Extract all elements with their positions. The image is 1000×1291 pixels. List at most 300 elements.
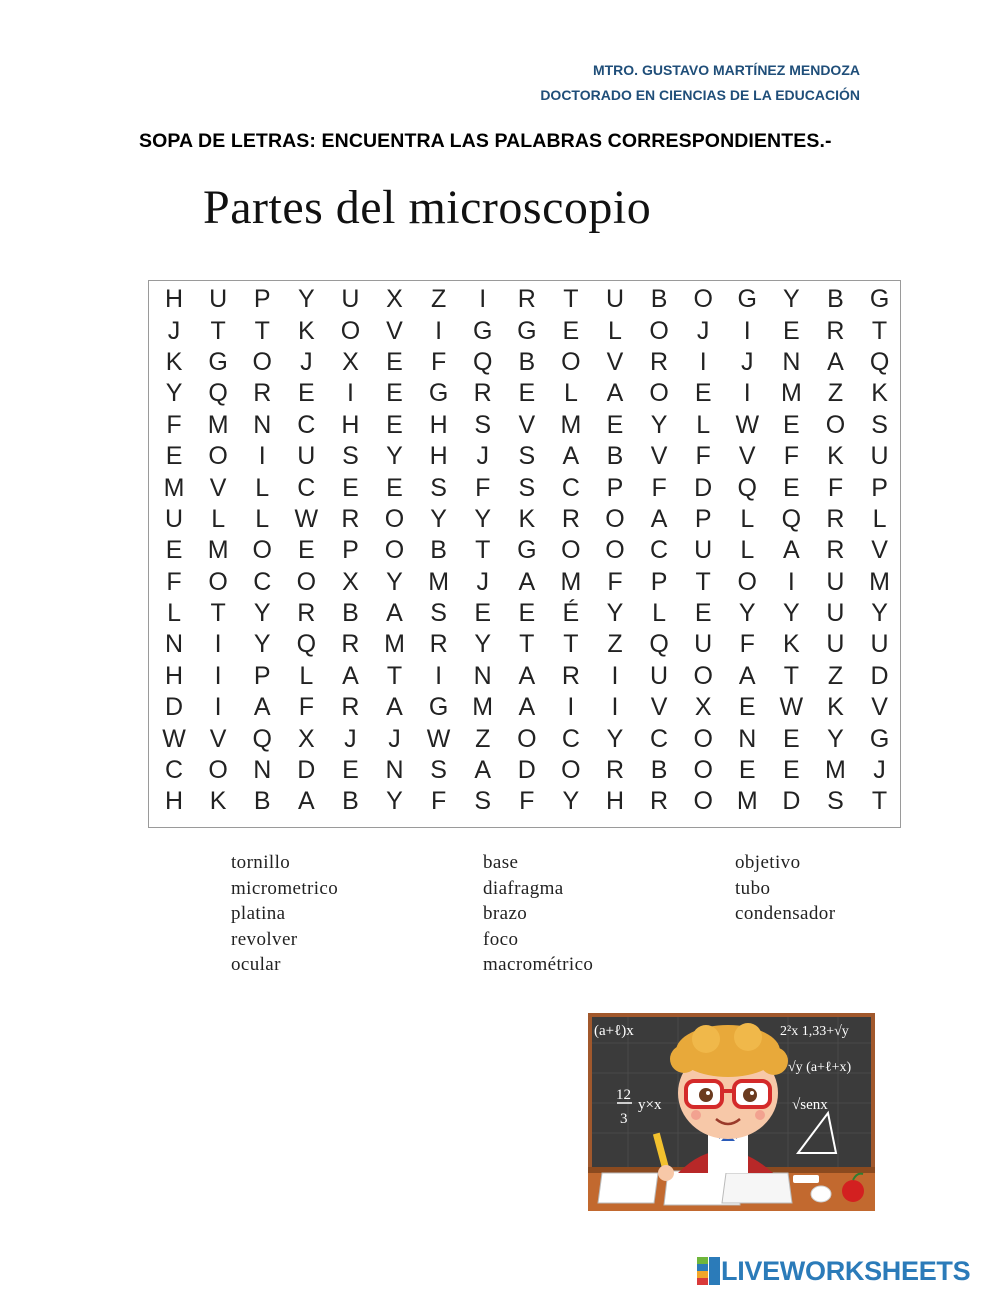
grid-letter[interactable]: Y (386, 442, 403, 471)
grid-letter[interactable]: T (695, 567, 711, 596)
grid-letter[interactable]: L (299, 661, 314, 690)
grid-letter[interactable]: E (342, 756, 359, 785)
grid-letter[interactable]: D (694, 473, 713, 502)
grid-letter[interactable]: Y (738, 599, 756, 628)
grid-letter[interactable]: C (297, 410, 316, 439)
grid-letter[interactable]: G (472, 316, 493, 345)
grid-letter[interactable]: K (871, 379, 888, 408)
grid-letter[interactable]: Y (430, 504, 447, 533)
grid-letter[interactable]: A (297, 787, 315, 816)
grid-letter[interactable]: O (517, 724, 537, 753)
grid-letter[interactable]: A (827, 347, 844, 376)
grid-letter[interactable]: T (563, 285, 579, 314)
grid-letter[interactable]: O (296, 567, 317, 596)
word-list-item: diafragma (483, 877, 564, 899)
grid-letter[interactable]: V (606, 347, 624, 376)
grid-letter[interactable]: G (517, 316, 537, 345)
grid-letter[interactable]: T (871, 316, 888, 345)
grid-letter[interactable]: B (253, 787, 271, 816)
grid-letter[interactable]: W (294, 504, 319, 533)
grid-letter[interactable]: E (165, 536, 183, 565)
grid-letter[interactable]: R (473, 379, 492, 408)
grid-letter[interactable]: N (385, 756, 404, 785)
grid-letter[interactable]: M (560, 410, 582, 439)
grid-letter[interactable]: F (607, 567, 623, 596)
grid-letter[interactable]: K (783, 630, 800, 659)
grid-letter[interactable]: U (826, 630, 845, 659)
grid-letter[interactable]: L (696, 410, 711, 439)
grid-letter[interactable]: S (474, 410, 492, 439)
grid-letter[interactable]: A (474, 756, 492, 785)
grid-letter[interactable]: Z (827, 379, 844, 408)
word-list-item: condensador (735, 903, 836, 925)
grid-letter[interactable]: E (738, 693, 756, 722)
grid-letter[interactable]: T (210, 316, 226, 345)
grid-letter[interactable]: U (650, 661, 669, 690)
grid-letter[interactable]: F (430, 787, 447, 816)
grid-letter[interactable]: H (605, 787, 625, 816)
grid-letter[interactable]: I (787, 567, 795, 596)
grid-letter[interactable]: O (384, 504, 405, 533)
grid-letter[interactable]: U (209, 285, 228, 314)
grid-letter[interactable]: S (430, 473, 447, 502)
grid-letter[interactable]: O (384, 536, 405, 565)
grid-letter[interactable]: I (214, 693, 222, 722)
grid-letter[interactable]: Q (869, 347, 890, 376)
grid-letter[interactable]: O (561, 756, 581, 785)
grid-letter[interactable]: U (826, 567, 845, 596)
grid-letter[interactable]: M (560, 567, 582, 596)
grid-letter[interactable]: U (165, 504, 184, 533)
grid-letter[interactable]: A (783, 536, 800, 565)
grid-letter[interactable]: R (650, 787, 669, 816)
grid-letter[interactable]: F (166, 410, 182, 439)
grid-letter[interactable]: L (608, 316, 622, 345)
grid-letter[interactable]: M (869, 567, 890, 596)
grid-letter[interactable]: E (738, 756, 756, 785)
grid-letter[interactable]: R (561, 504, 580, 533)
grid-letter[interactable]: R (561, 661, 580, 690)
grid-letter[interactable]: U (870, 630, 889, 659)
grid-letter[interactable]: U (605, 285, 625, 314)
grid-letter[interactable]: P (871, 473, 888, 502)
grid-letter[interactable]: S (518, 473, 536, 502)
grid-letter[interactable]: E (783, 410, 800, 439)
grid-letter[interactable]: H (165, 285, 184, 314)
grid-letter[interactable]: X (342, 347, 359, 376)
grid-letter[interactable]: P (650, 567, 668, 596)
grid-letter[interactable]: E (562, 316, 580, 345)
grid-letter[interactable]: H (165, 787, 184, 816)
word-list-item: brazo (483, 903, 528, 925)
grid-letter[interactable]: Q (296, 630, 317, 659)
author-block (540, 58, 860, 108)
word-list-item: macrométrico (483, 954, 594, 976)
grid-letter[interactable]: C (165, 756, 184, 785)
grid-letter[interactable]: J (300, 347, 313, 376)
grid-letter[interactable]: E (386, 347, 403, 376)
grid-letter[interactable]: R (341, 504, 360, 533)
grid-letter[interactable]: O (252, 536, 272, 565)
grid-letter[interactable]: J (476, 567, 489, 596)
grid-letter[interactable]: A (386, 693, 403, 722)
grid-letter[interactable]: Q (737, 473, 757, 502)
grid-letter[interactable]: F (166, 567, 182, 596)
grid-letter[interactable]: G (869, 724, 890, 753)
grid-letter[interactable]: G (428, 379, 449, 408)
grid-letter[interactable]: Y (253, 630, 271, 659)
grid-letter[interactable]: W (779, 693, 804, 722)
grid-letter[interactable]: Y (606, 599, 624, 628)
grid-letter[interactable]: O (208, 567, 228, 596)
grid-letter[interactable]: B (518, 347, 536, 376)
grid-letter[interactable]: T (386, 661, 403, 690)
grid-letter[interactable]: O (649, 379, 669, 408)
grid-letter[interactable]: T (563, 630, 579, 659)
grid-letter[interactable]: H (165, 661, 184, 690)
grid-letter[interactable]: O (693, 756, 713, 785)
grid-letter[interactable]: V (738, 442, 756, 471)
grid-letter[interactable]: I (214, 661, 222, 690)
grid-letter[interactable]: E (297, 379, 315, 408)
grid-letter[interactable]: S (871, 410, 888, 439)
grid-letter[interactable]: G (737, 285, 757, 314)
grid-letter[interactable]: Y (783, 285, 800, 314)
grid-letter[interactable]: A (518, 693, 536, 722)
grid-letter[interactable]: E (694, 379, 712, 408)
grid-letter[interactable]: E (783, 316, 800, 345)
grid-letter[interactable]: É (562, 599, 580, 628)
grid-letter[interactable]: Y (386, 567, 403, 596)
grid-letter[interactable]: Y (253, 599, 271, 628)
grid-letter[interactable]: M (207, 536, 229, 565)
grid-letter[interactable]: G (517, 536, 537, 565)
grid-letter[interactable]: M (472, 693, 494, 722)
grid-letter[interactable]: U (870, 442, 889, 471)
grid-letter[interactable]: U (297, 442, 316, 471)
grid-letter[interactable]: P (253, 661, 271, 690)
grid-letter[interactable]: I (435, 316, 443, 345)
grid-letter[interactable]: Z (607, 630, 623, 659)
grid-letter[interactable]: C (650, 724, 669, 753)
grid-letter[interactable]: Q (208, 379, 228, 408)
grid-letter[interactable]: E (386, 473, 403, 502)
grid-letter[interactable]: B (650, 285, 668, 314)
grid-letter[interactable]: E (474, 599, 492, 628)
grid-letter[interactable]: C (561, 724, 580, 753)
grid-letter[interactable]: O (561, 536, 581, 565)
grid-letter[interactable]: D (165, 693, 184, 722)
grid-letter[interactable]: O (605, 504, 625, 533)
grid-letter[interactable]: J (873, 756, 886, 785)
grid-letter[interactable]: K (165, 347, 183, 376)
grid-letter[interactable]: H (429, 442, 448, 471)
word-list-column-2 (483, 850, 593, 978)
grid-letter[interactable]: Y (871, 599, 888, 628)
grid-letter[interactable]: T (475, 536, 491, 565)
grid-letter[interactable]: I (346, 379, 354, 408)
grid-letter[interactable]: V (209, 724, 227, 753)
grid-letter[interactable]: F (827, 473, 844, 502)
grid-letter[interactable]: N (165, 630, 184, 659)
grid-letter[interactable]: M (736, 787, 758, 816)
grid-letter[interactable]: Z (827, 661, 844, 690)
grid-letter[interactable]: V (871, 693, 888, 722)
grid-letter[interactable]: R (517, 285, 536, 314)
grid-letter[interactable]: T (210, 599, 226, 628)
grid-letter[interactable]: E (518, 379, 536, 408)
grid-letter[interactable]: E (783, 473, 800, 502)
grid-letter[interactable]: A (518, 567, 536, 596)
grid-letter[interactable]: R (826, 316, 845, 345)
grid-letter[interactable]: I (479, 285, 487, 314)
grid-letter[interactable]: G (869, 285, 890, 314)
grid-letter[interactable]: F (519, 787, 535, 816)
grid-letter[interactable]: M (428, 567, 450, 596)
grid-letter[interactable]: Z (475, 724, 491, 753)
grid-letter[interactable]: I (743, 379, 751, 408)
grid-letter[interactable]: Y (165, 379, 183, 408)
grid-letter[interactable]: Y (386, 787, 403, 816)
grid-letter[interactable]: Q (781, 504, 802, 533)
grid-letter[interactable]: E (165, 442, 183, 471)
grid-letter[interactable]: T (519, 630, 535, 659)
grid-letter[interactable]: E (606, 410, 624, 439)
grid-letter[interactable]: K (827, 442, 844, 471)
grid-letter[interactable]: K (209, 787, 227, 816)
grid-letter[interactable]: R (429, 630, 448, 659)
grid-letter[interactable]: F (430, 347, 447, 376)
grid-letter[interactable]: O (340, 316, 361, 345)
grid-letter[interactable]: O (561, 347, 581, 376)
grid-letter[interactable]: N (782, 347, 801, 376)
grid-letter[interactable]: V (871, 536, 888, 565)
grid-letter[interactable]: L (211, 504, 226, 533)
liveworksheets-logo (697, 1256, 970, 1286)
grid-letter[interactable]: A (342, 661, 359, 690)
grid-letter[interactable]: J (167, 316, 181, 345)
grid-letter[interactable]: O (649, 316, 669, 345)
grid-letter[interactable]: Q (649, 630, 669, 659)
grid-letter[interactable]: Y (562, 787, 580, 816)
grid-letter[interactable]: E (518, 599, 536, 628)
page-title: Partes del microscopio (203, 181, 652, 234)
instructions: SOPA DE LETRAS: ENCUENTRA LAS PALABRAS CORRESPONDIENTES.- (139, 130, 832, 152)
grid-letter[interactable]: W (735, 410, 760, 439)
grid-letter[interactable]: X (694, 693, 712, 722)
grid-letter[interactable]: P (253, 285, 271, 314)
grid-letter[interactable]: W (162, 724, 186, 753)
grid-letter[interactable]: A (386, 599, 403, 628)
grid-letter[interactable]: I (214, 630, 222, 659)
grid-letter[interactable]: C (297, 473, 316, 502)
grid-letter[interactable]: A (650, 504, 668, 533)
grid-letter[interactable]: X (386, 285, 403, 314)
grid-letter[interactable]: A (562, 442, 580, 471)
grid-letter[interactable]: B (342, 787, 359, 816)
grid-letter[interactable]: Q (472, 347, 493, 376)
grid-letter[interactable]: B (430, 536, 447, 565)
grid-letter[interactable]: E (694, 599, 712, 628)
grid-letter[interactable]: L (740, 504, 755, 533)
grid-letter[interactable]: I (258, 442, 266, 471)
grid-letter[interactable]: W (426, 724, 451, 753)
grid-letter[interactable]: B (650, 756, 668, 785)
grid-letter[interactable]: U (694, 630, 713, 659)
grid-letter[interactable]: O (693, 661, 713, 690)
word-list-item: ocular (231, 954, 281, 976)
grid-letter[interactable]: E (783, 724, 800, 753)
grid-letter[interactable]: V (650, 442, 668, 471)
grid-letter[interactable]: X (297, 724, 315, 753)
grid-letter[interactable]: R (650, 347, 669, 376)
grid-letter[interactable]: D (517, 756, 536, 785)
grid-letter[interactable]: C (253, 567, 272, 596)
grid-letter[interactable]: K (297, 316, 315, 345)
grid-letter[interactable]: E (386, 379, 403, 408)
grid-letter[interactable]: H (429, 410, 448, 439)
grid-letter[interactable]: Y (297, 285, 315, 314)
grid-letter[interactable]: S (474, 787, 492, 816)
grid-letter[interactable]: L (167, 599, 181, 628)
grid-letter[interactable]: J (741, 347, 754, 376)
grid-letter[interactable]: N (253, 410, 272, 439)
grid-letter[interactable]: L (255, 473, 270, 502)
grid-letter[interactable]: F (739, 630, 755, 659)
grid-letter[interactable]: F (651, 473, 667, 502)
grid-letter[interactable]: F (783, 442, 799, 471)
grid-letter[interactable]: R (605, 756, 625, 785)
grid-letter[interactable]: R (826, 504, 845, 533)
grid-letter[interactable]: B (827, 285, 844, 314)
grid-letter[interactable]: O (605, 536, 625, 565)
grid-letter[interactable]: Y (827, 724, 844, 753)
grid-letter[interactable]: L (255, 504, 270, 533)
grid-letter[interactable]: V (518, 410, 536, 439)
grid-letter[interactable]: U (826, 599, 845, 628)
grid-letter[interactable]: Y (650, 410, 668, 439)
grid-letter[interactable]: M (207, 410, 229, 439)
grid-letter[interactable]: R (297, 599, 316, 628)
grid-letter[interactable]: Q (252, 724, 272, 753)
grid-letter[interactable]: O (252, 347, 272, 376)
grid-letter[interactable]: C (650, 536, 669, 565)
grid-letter[interactable]: K (518, 504, 536, 533)
grid-letter[interactable]: L (563, 379, 578, 408)
grid-letter[interactable]: J (344, 724, 357, 753)
grid-letter[interactable]: O (693, 724, 713, 753)
grid-letter[interactable]: A (253, 693, 271, 722)
grid-letter[interactable]: O (825, 410, 846, 439)
grid-letter[interactable]: O (693, 285, 713, 314)
grid-letter[interactable]: K (827, 693, 844, 722)
grid-letter[interactable]: V (650, 693, 668, 722)
grid-letter[interactable]: D (870, 661, 889, 690)
grid-letter[interactable]: O (208, 442, 228, 471)
grid-letter[interactable]: I (611, 661, 619, 690)
grid-letter[interactable]: S (430, 599, 447, 628)
grid-letter[interactable]: P (342, 536, 359, 565)
grid-letter[interactable]: L (872, 504, 887, 533)
grid-letter[interactable]: L (740, 536, 755, 565)
grid-letter[interactable]: M (825, 756, 846, 785)
board-text-5: 3 (620, 1111, 628, 1127)
grid-letter[interactable]: I (743, 316, 751, 345)
grid-letter[interactable]: O (737, 567, 757, 596)
grid-letter[interactable]: Y (783, 599, 800, 628)
grid-letter[interactable]: E (386, 410, 403, 439)
grid-letter[interactable]: R (341, 630, 360, 659)
grid-letter[interactable]: M (163, 473, 185, 502)
grid-letter[interactable]: I (435, 661, 443, 690)
grid-letter[interactable]: U (341, 285, 360, 314)
grid-letter[interactable]: T (871, 787, 888, 816)
grid-letter[interactable]: M (384, 630, 405, 659)
grid-letter[interactable]: N (738, 724, 757, 753)
grid-letter[interactable]: M (780, 379, 802, 408)
grid-letter[interactable]: F (298, 693, 314, 722)
grid-letter[interactable]: T (254, 316, 270, 345)
grid-letter[interactable]: G (208, 347, 228, 376)
grid-letter[interactable]: S (342, 442, 359, 471)
grid-letter[interactable]: S (430, 756, 447, 785)
grid-letter[interactable]: J (476, 442, 489, 471)
grid-letter[interactable]: S (518, 442, 536, 471)
grid-letter[interactable]: F (695, 442, 711, 471)
grid-letter[interactable]: E (783, 756, 800, 785)
grid-letter[interactable]: R (253, 379, 272, 408)
grid-letter[interactable]: N (473, 661, 492, 690)
grid-letter[interactable]: Y (474, 504, 492, 533)
grid-letter[interactable]: B (606, 442, 624, 471)
grid-letter[interactable]: I (567, 693, 575, 722)
grid-letter[interactable]: D (782, 787, 801, 816)
grid-letter[interactable]: R (341, 693, 360, 722)
grid-letter[interactable]: H (341, 410, 360, 439)
grid-letter[interactable]: S (827, 787, 844, 816)
grid-letter[interactable]: R (826, 536, 845, 565)
grid-letter[interactable]: N (253, 756, 272, 785)
grid-letter[interactable]: O (208, 756, 228, 785)
grid-letter[interactable]: Y (606, 724, 624, 753)
grid-letter[interactable]: I (699, 347, 707, 376)
grid-letter[interactable]: A (738, 661, 756, 690)
grid-letter[interactable]: C (561, 473, 580, 502)
grid-letter[interactable]: P (606, 473, 624, 502)
grid-letter[interactable]: X (342, 567, 359, 596)
grid-letter[interactable]: P (694, 504, 712, 533)
grid-letter[interactable]: J (388, 724, 401, 753)
grid-letter[interactable]: V (386, 316, 403, 345)
grid-letter[interactable]: U (694, 536, 713, 565)
grid-letter[interactable]: J (696, 316, 710, 345)
grid-letter[interactable]: L (652, 599, 667, 628)
grid-letter[interactable]: F (475, 473, 491, 502)
grid-letter[interactable]: O (693, 787, 713, 816)
grid-letter[interactable]: Z (430, 285, 447, 314)
grid-letter[interactable]: G (428, 693, 449, 722)
grid-letter[interactable]: B (342, 599, 359, 628)
grid-letter[interactable]: V (209, 473, 227, 502)
grid-letter[interactable]: Y (474, 630, 492, 659)
grid-letter[interactable]: E (297, 536, 315, 565)
grid-letter[interactable]: E (342, 473, 359, 502)
grid-letter[interactable]: A (606, 379, 624, 408)
grid-letter[interactable]: D (297, 756, 316, 785)
grid-letter[interactable]: I (611, 693, 619, 722)
grid-letter[interactable]: A (518, 661, 536, 690)
grid-letter[interactable]: T (783, 661, 799, 690)
